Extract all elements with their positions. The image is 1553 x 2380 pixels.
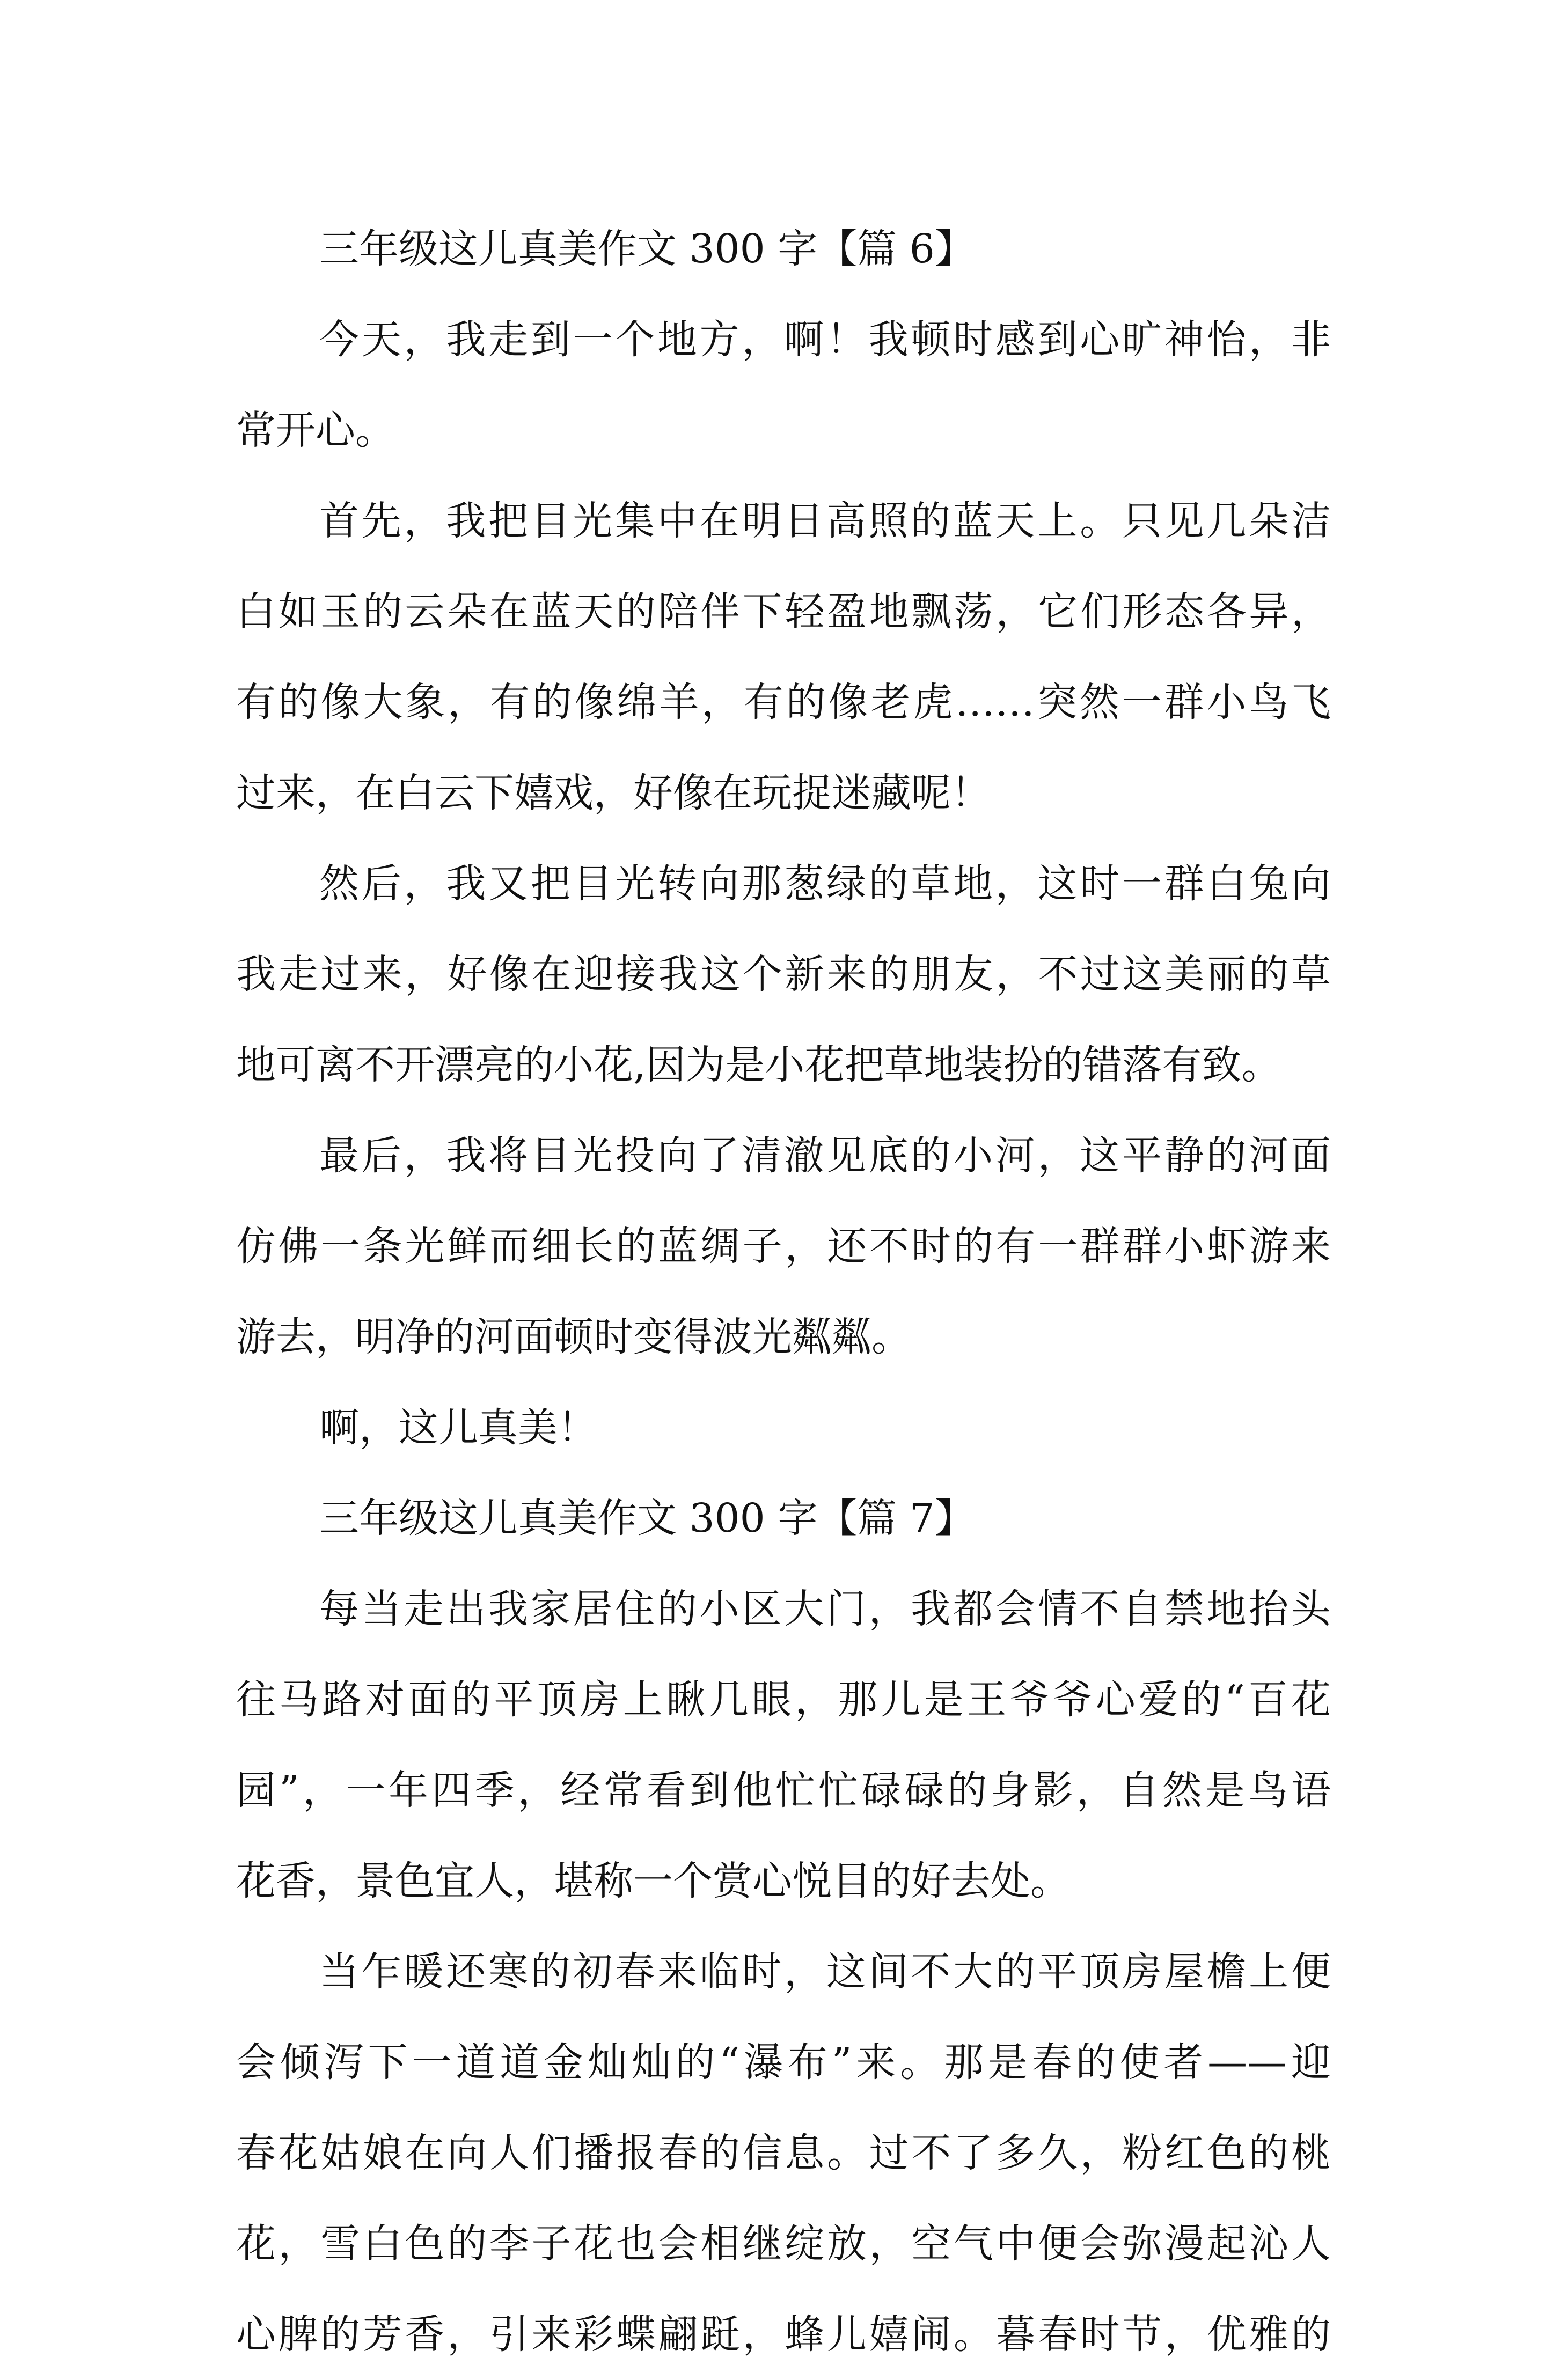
paragraph (236, 1927, 1331, 2380)
heading-text: 三年级这儿真美作文 300 字【篇 7】 (319, 1495, 975, 1541)
paragraph-line: 每当走出我家居住的小区大门，我都会情不自禁地抬头 (319, 1586, 1331, 1632)
paragraph-line: 今天，我走到一个地方，啊！我顿时感到心旷神怡，非 (319, 317, 1331, 363)
paragraph-line: 我走过来，好像在迎接我这个新来的朋友，不过这美丽的草 (236, 951, 1331, 997)
heading-text: 三年级这儿真美作文 300 字【篇 6】 (319, 226, 975, 272)
paragraph-line: 会倾泻下一道道金灿灿的“瀑布”来。那是春的使者——迎 (236, 2039, 1331, 2085)
paragraph-line: 花香，景色宜人，堪称一个赏心悦目的好去处。 (236, 1858, 1070, 1904)
paragraph (236, 295, 1331, 476)
paragraph (236, 839, 1331, 1111)
paragraph (236, 1383, 1331, 1473)
paragraph-line: 啊，这儿真美！ (319, 1405, 597, 1451)
document-page (236, 204, 1331, 2380)
paragraph-line: 往马路对面的平顶房上瞅几眼，那儿是王爷爷心爱的“百花 (236, 1677, 1331, 1723)
paragraph-line: 然后，我又把目光转向那葱绿的草地，这时一群白兔向 (319, 861, 1331, 907)
paragraph-line: 心脾的芳香，引来彩蝶翩跹，蜂儿嬉闹。暮春时节，优雅的 (236, 2311, 1331, 2357)
paragraph-line: 最后，我将目光投向了清澈见底的小河，这平静的河面 (319, 1133, 1331, 1179)
paragraph-line: 地可离不开漂亮的小花,因为是小花把草地装扮的错落有致。 (236, 1042, 1281, 1088)
paragraph-line: 仿佛一条光鲜而细长的蓝绸子，还不时的有一群群小虾游来 (236, 1223, 1331, 1269)
section-heading (236, 204, 1331, 295)
section-heading (236, 1473, 1331, 1564)
paragraph-line: 首先，我把目光集中在明日高照的蓝天上。只见几朵洁 (319, 498, 1331, 544)
paragraph (236, 1111, 1331, 1383)
paragraph (236, 476, 1331, 839)
paragraph-line: 有的像大象，有的像绵羊，有的像老虎……突然一群小鸟飞 (236, 679, 1331, 725)
paragraph-line: 春花姑娘在向人们播报春的信息。过不了多久，粉红色的桃 (236, 2130, 1331, 2176)
paragraph-line: 园”，一年四季，经常看到他忙忙碌碌的身影，自然是鸟语 (236, 1767, 1331, 1813)
paragraph-line: 游去，明净的河面顿时变得波光粼粼。 (236, 1314, 911, 1360)
paragraph-line: 常开心。 (236, 407, 395, 453)
paragraph-line: 白如玉的云朵在蓝天的陪伴下轻盈地飘荡，它们形态各异， (236, 589, 1331, 635)
paragraph-line: 花，雪白色的李子花也会相继绽放，空气中便会弥漫起沁人 (236, 2221, 1331, 2267)
paragraph (236, 1564, 1331, 1927)
paragraph-line: 当乍暖还寒的初春来临时，这间不大的平顶房屋檐上便 (319, 1949, 1331, 1995)
paragraph-line: 过来，在白云下嬉戏，好像在玩捉迷藏呢！ (236, 770, 991, 816)
